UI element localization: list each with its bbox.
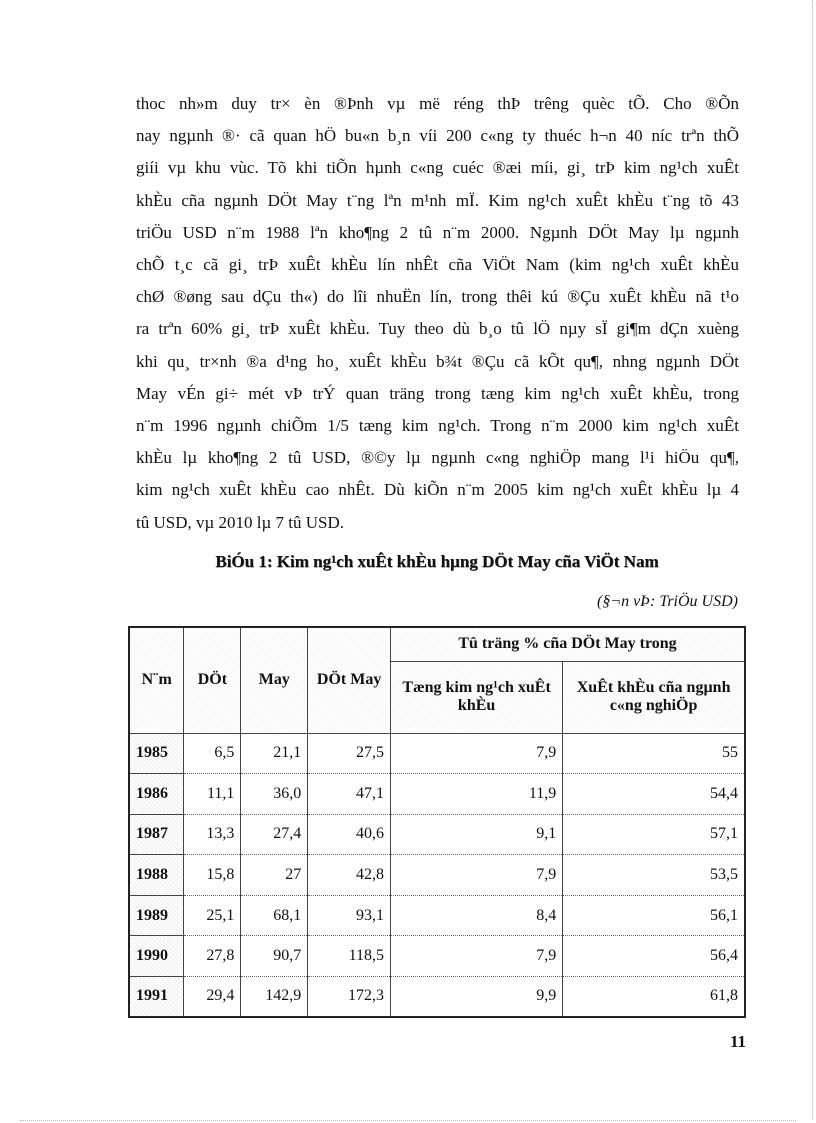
paragraph-line: khÈu cña ngµnh DÖt May t¨ng lªn m¹nh mÏ. Kim ng¹ch xuÊt khÈu t¨ng tõ 43: [136, 190, 739, 210]
unit-note: (§¬n vÞ: TriÖu USD): [596, 593, 738, 610]
paragraph-line: May vÉn gi÷ mét vÞ trÝ quan träng trong tæng kim ng¹ch xuÊt khÈu, trong: [136, 383, 739, 403]
may-cell: 21,1: [241, 733, 308, 774]
det-may-cell: 47,1: [308, 774, 391, 815]
paragraph-line: giíi vµ khu vùc. Tõ khi tiÕn hµnh c«ng cuéc ®æi míi, gi¸ trÞ kim ng¹ch xuÊt: [136, 158, 739, 178]
det-may-cell: 172,3: [308, 976, 391, 1017]
header-year: N¨m: [129, 627, 184, 733]
table-row: [129, 814, 745, 855]
year-cell: 1991: [129, 976, 184, 1017]
share-total-cell: 7,9: [391, 936, 563, 977]
paragraph-line: khÈu lµ kho¶ng 2 tû USD, ®©y lµ ngµnh c«ng nghiÖp mang l¹i hiÖu qu¶,: [136, 448, 739, 468]
det-cell: 25,1: [184, 895, 241, 936]
year-cell: 1989: [129, 895, 184, 936]
year-cell: 1987: [129, 814, 184, 855]
share-industry-cell: 55: [563, 733, 745, 774]
page-bottom-divider: [20, 1120, 796, 1121]
year-cell: 1988: [129, 855, 184, 896]
det-cell: 27,8: [184, 936, 241, 977]
share-industry-cell: 56,4: [563, 936, 745, 977]
share-industry-cell: 57,1: [563, 814, 745, 855]
det-cell: 13,3: [184, 814, 241, 855]
paragraph-line: kim ng¹ch xuÊt khÈu cao nhÊt. Dù kiÕn n¨m 2005 kim ng¹ch xuÊt khÈu lµ 4: [136, 480, 739, 500]
may-cell: 27: [241, 855, 308, 896]
table-caption: BiÓu 1: Kim ng¹ch xuÊt khÈu hµng DÖt May cña ViÖt Nam: [215, 552, 659, 571]
table-row: [129, 774, 745, 815]
page-number: 11: [729, 1032, 746, 1051]
share-total-cell: 11,9: [391, 774, 563, 815]
det-cell: 11,1: [184, 774, 241, 815]
share-total-cell: 9,1: [391, 814, 563, 855]
may-cell: 68,1: [241, 895, 308, 936]
paragraph-line: nay ngµnh ®· cã quan hÖ bu«n b¸n víi 200 c«ng ty thuéc h¬n 40 níc trªn thÕ: [136, 126, 739, 146]
det-may-cell: 42,8: [308, 855, 391, 896]
may-cell: 27,4: [241, 814, 308, 855]
share-total-cell: 8,4: [391, 895, 563, 936]
det-may-cell: 93,1: [308, 895, 391, 936]
det-cell: 6,5: [184, 733, 241, 774]
page-right-divider: [812, 0, 813, 1120]
paragraph-line: ra trªn 60% gi¸ trÞ xuÊt khÈu. Tuy theo dù b¸o tû lÖ nµy sÏ gi¶m dÇn xuèng: [136, 319, 739, 339]
share-industry-cell: 56,1: [563, 895, 745, 936]
header-det-may: DÖt May: [308, 627, 391, 733]
body-paragraph: [136, 88, 739, 539]
header-share-industry: XuÊt khÈu cña ngµnh c«ng nghiÖp: [563, 661, 745, 733]
may-cell: 142,9: [241, 976, 308, 1017]
paragraph-line: chØ ®øng sau dÇu th«) do lîi nhuËn lín, trong thêi kú ®Çu xuÊt khÈu nã t¹o: [136, 287, 739, 307]
header-share-group: Tû träng % cña DÖt May trong: [391, 627, 746, 661]
header-may: May: [241, 627, 308, 733]
share-industry-cell: 61,8: [563, 976, 745, 1017]
paragraph-line: n¨m 1996 ngµnh chiÕm 1/5 tæng kim ng¹ch. Trong n¨m 2000 kim ng¹ch xuÊt: [136, 416, 739, 436]
paragraph-line: khi qu¸ tr×nh ®a d¹ng ho¸ xuÊt khÈu b¾t ®Çu cã kÕt qu¶, nhng ngµnh DÖt: [136, 351, 739, 371]
year-cell: 1986: [129, 774, 184, 815]
table-row: [129, 855, 745, 896]
paragraph-line: triÖu USD n¨m 1988 lªn kho¶ng 2 tû n¨m 2000. Ngµnh DÖt May lµ ngµnh: [136, 222, 739, 242]
share-industry-cell: 53,5: [563, 855, 745, 896]
share-total-cell: 7,9: [391, 733, 563, 774]
share-total-cell: 9,9: [391, 976, 563, 1017]
table-row: [129, 733, 745, 774]
year-cell: 1990: [129, 936, 184, 977]
may-cell: 90,7: [241, 936, 308, 977]
header-share-total: Tæng kim ng¹ch xuÊt khÈu: [391, 661, 563, 733]
table-row: [129, 976, 745, 1017]
share-industry-cell: 54,4: [563, 774, 745, 815]
share-total-cell: 7,9: [391, 855, 563, 896]
may-cell: 36,0: [241, 774, 308, 815]
det-cell: 15,8: [184, 855, 241, 896]
det-may-cell: 118,5: [308, 936, 391, 977]
table-row: [129, 895, 745, 936]
paragraph-line: thoc nh»m duy tr× èn ®Þnh vµ më réng thÞ trêng quèc tÕ. Cho ®Õn: [136, 94, 739, 113]
det-may-cell: 27,5: [308, 733, 391, 774]
det-cell: 29,4: [184, 976, 241, 1017]
year-cell: 1985: [129, 733, 184, 774]
paragraph-line: chÕ t¸c cã gi¸ trÞ xuÊt khÈu lín nhÊt cña ViÖt Nam (kim ng¹ch xuÊt khÈu: [136, 255, 739, 275]
paragraph-line: tû USD, vµ 2010 lµ 7 tû USD.: [136, 512, 345, 532]
export-table: [128, 626, 746, 1018]
header-det: DÖt: [184, 627, 241, 733]
table-row: [129, 936, 745, 977]
det-may-cell: 40,6: [308, 814, 391, 855]
